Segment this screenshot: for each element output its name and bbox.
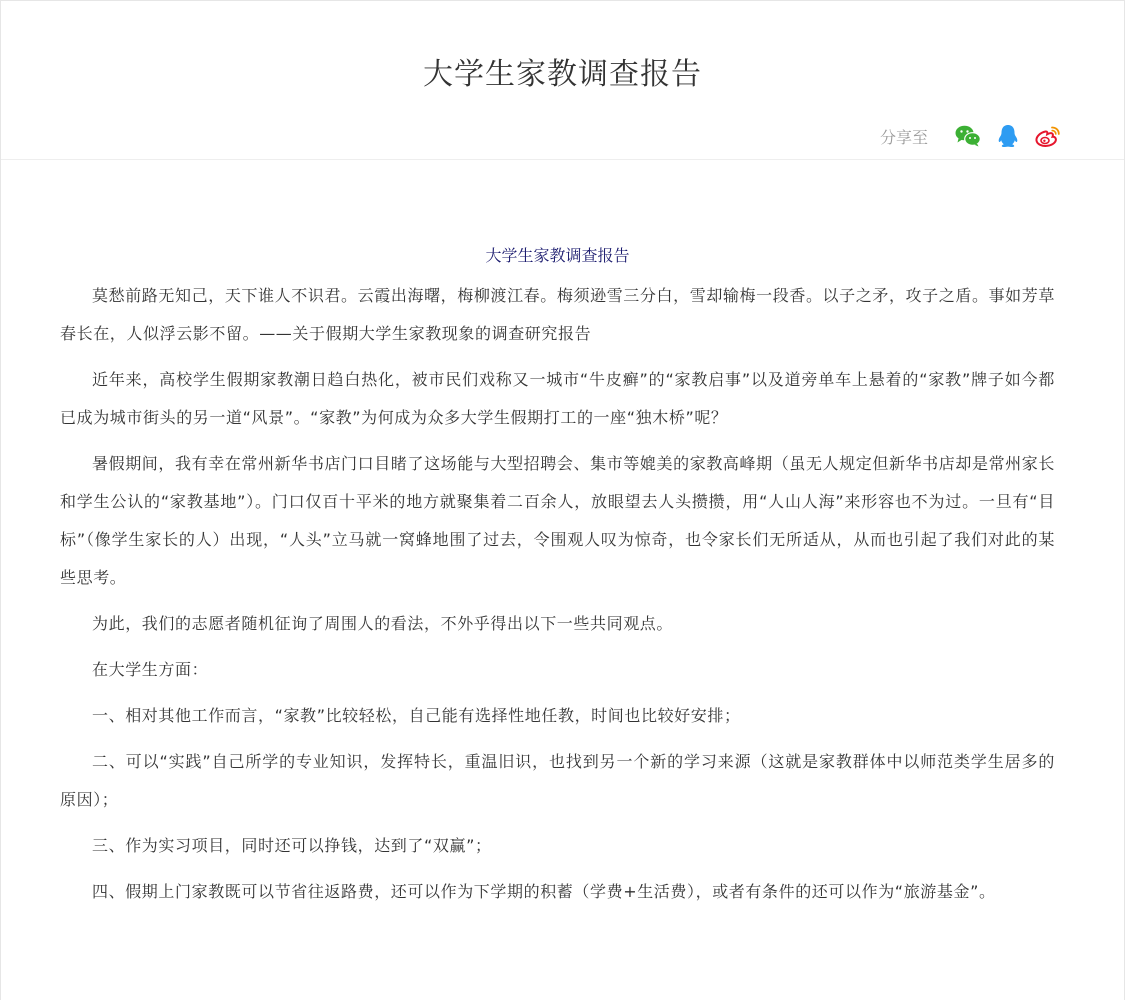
page-header (1, 1, 1124, 160)
share-qq-button[interactable] (994, 122, 1022, 150)
share-weibo-button[interactable] (1034, 122, 1062, 150)
share-bar (880, 121, 1062, 151)
page-title: 大学生家教调查报告 (423, 57, 702, 92)
article-paragraph: 莫愁前路无知己，天下谁人不识君。云霞出海曙，梅柳渡江春。梅须逊雪三分白，雪却输梅一段香。以子之矛，攻子之盾。事如芳草春长在，人似浮云影不留。——关于假期大学生家教现象的调查研究报告 (60, 286, 1055, 343)
article-title: 大学生家教调查报告 (485, 246, 630, 265)
article-body (60, 241, 1055, 919)
wechat-icon (955, 125, 981, 147)
article-paragraph: 在大学生方面： (92, 660, 209, 679)
article-paragraph: 三、作为实习项目，同时还可以挣钱，达到了“双赢”； (92, 836, 492, 855)
weibo-icon (1035, 125, 1061, 147)
article-paragraph: 暑假期间，我有幸在常州新华书店门口目睹了这场能与大型招聘会、集市等媲美的家教高峰期（虽无人规定但新华书店却是常州家长和学生公认的“家教基地”）。门口仅百十平米的地方就聚集着二百余人，放眼望去人头攒攒，用“人山人海”来形容也不为过。一旦有“目标”（像学生家长的人）出现，“人头”立马就一窝蜂地围了过去，令围观人叹为惊奇，也令家长们无所适从，从而也引起了我们对此的某些思考。 (60, 454, 1055, 587)
article-paragraph: 一、相对其他工作而言，“家教”比较轻松，自己能有选择性地任教，时间也比较好安排； (92, 706, 741, 725)
article-paragraph: 四、假期上门家教既可以节省往返路费，还可以作为下学期的积蓄（学费+生活费），或者有条件的还可以作为“旅游基金”。 (92, 882, 996, 901)
article-paragraph: 二、可以“实践”自己所学的专业知识，发挥特长，重温旧识，也找到另一个新的学习来源（这就是家教群体中以师范类学生居多的原因）； (60, 752, 1055, 809)
article-paragraph: 为此，我们的志愿者随机征询了周围人的看法，不外乎得出以下一些共同观点。 (92, 614, 674, 633)
article-paragraph: 近年来，高校学生假期家教潮日趋白热化，被市民们戏称又一城市“牛皮癣”的“家教启事”以及道旁单车上悬着的“家教”牌子如今都已成为城市街头的另一道“风景”。“家教”为何成为众多大学生假期打工的一座“独木桥”呢？ (60, 370, 1055, 427)
qq-icon (997, 124, 1019, 148)
share-label: 分享至 (879, 127, 928, 147)
share-wechat-button[interactable] (954, 122, 982, 150)
